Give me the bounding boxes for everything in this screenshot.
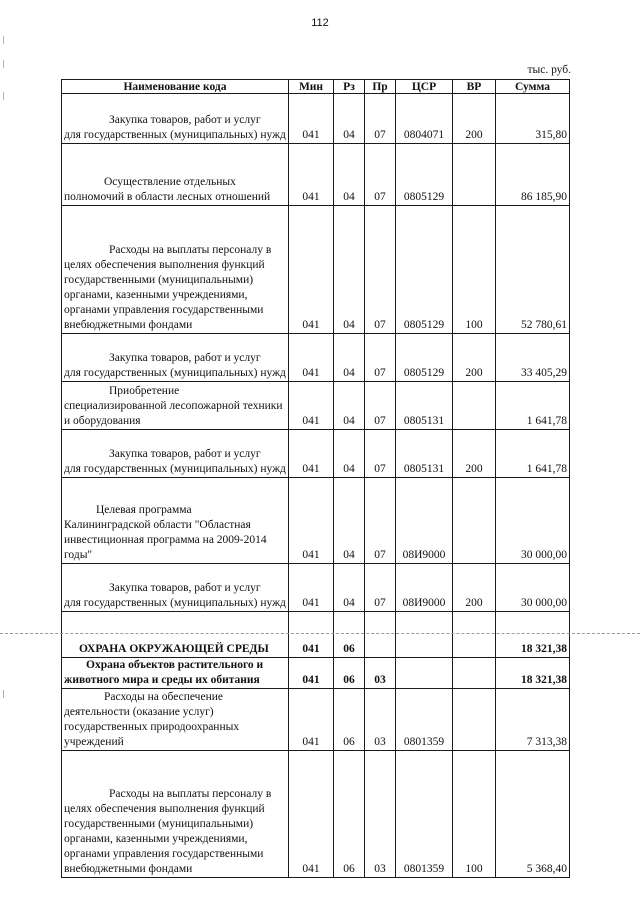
cell-name (62, 206, 289, 334)
cell-name-rest: деятельности (оказание услуг) государственных природоохранных учреждений (64, 706, 240, 748)
cell-name (62, 751, 289, 878)
cell-name-first-line: Закупка товаров, работ и услуг (109, 352, 261, 364)
cell-name-first-line: Целевая программа (96, 504, 192, 516)
units-label: тыс. руб. (527, 64, 571, 76)
cell-name-rest: для государственных (муниципальных) нужд (64, 129, 286, 141)
cell-pr: 07 (365, 334, 396, 382)
cell-sum: 52 780,61 (496, 206, 570, 334)
cell-min: 041 (289, 478, 334, 564)
table-row (62, 564, 570, 612)
cell-min: 041 (289, 658, 334, 689)
cell-name-rest: Калининградской области "Областная инвестиционная программа на 2009-2014 годы" (64, 519, 267, 561)
cell-csr: 0804071 (396, 94, 453, 144)
table-row (62, 658, 570, 689)
cell-min: 041 (289, 564, 334, 612)
cell-name-rest: для государственных (муниципальных) нужд (64, 367, 286, 379)
cell-vr (453, 658, 496, 689)
cell-rz: 04 (334, 94, 365, 144)
cell-name-first-line: ОХРАНА ОКРУЖАЮЩЕЙ СРЕДЫ (79, 643, 269, 655)
cell-sum: 30 000,00 (496, 564, 570, 612)
cell-vr (453, 382, 496, 430)
cell-pr: 07 (365, 382, 396, 430)
cell-min: 041 (289, 612, 334, 658)
cell-pr: 03 (365, 658, 396, 689)
cell-rz: 04 (334, 144, 365, 206)
cell-name-rest: целях обеспечения выполнения функций государственными (муниципальными) органами, казенными учреждениями, органами управления государственными внебюджетными фондами (64, 259, 265, 331)
cell-rz: 04 (334, 478, 365, 564)
cell-pr: 03 (365, 689, 396, 751)
cell-vr: 200 (453, 94, 496, 144)
cell-pr: 07 (365, 564, 396, 612)
cell-csr: 0801359 (396, 689, 453, 751)
cell-rz: 04 (334, 334, 365, 382)
cell-csr: 08И9000 (396, 564, 453, 612)
cell-pr: 07 (365, 430, 396, 478)
cell-name (62, 478, 289, 564)
cell-name-first-line: Расходы на выплаты персоналу в (109, 244, 272, 256)
cell-pr (365, 612, 396, 658)
cell-sum: 315,80 (496, 94, 570, 144)
cell-name-first-line: Закупка товаров, работ и услуг (109, 582, 261, 594)
header-sum: Сумма (496, 80, 570, 94)
cell-csr: 0801359 (396, 751, 453, 878)
table-row (62, 430, 570, 478)
header-min: Мин (289, 80, 334, 94)
cell-min: 041 (289, 334, 334, 382)
cell-name (62, 689, 289, 751)
cell-min: 041 (289, 382, 334, 430)
cell-sum: 30 000,00 (496, 478, 570, 564)
cell-min: 041 (289, 144, 334, 206)
cell-min: 041 (289, 94, 334, 144)
cell-pr: 03 (365, 751, 396, 878)
cell-vr: 200 (453, 564, 496, 612)
cell-sum: 1 641,78 (496, 430, 570, 478)
cell-vr (453, 144, 496, 206)
cell-sum: 7 313,38 (496, 689, 570, 751)
cell-rz: 06 (334, 751, 365, 878)
page-number: 112 (311, 17, 329, 29)
cell-pr: 07 (365, 144, 396, 206)
cell-min: 041 (289, 430, 334, 478)
cell-name-rest: для государственных (муниципальных) нужд (64, 597, 286, 609)
table-row (62, 206, 570, 334)
cell-rz: 04 (334, 382, 365, 430)
table-row (62, 94, 570, 144)
cell-rz: 04 (334, 430, 365, 478)
table-row (62, 612, 570, 658)
cell-name-rest: целях обеспечения выполнения функций государственными (муниципальными) органами, казенными учреждениями, органами управления государственными внебюджетными фондами (64, 803, 265, 875)
cell-vr: 100 (453, 206, 496, 334)
cell-vr: 200 (453, 430, 496, 478)
header-rz: Рз (334, 80, 365, 94)
header-name: Наименование кода (62, 80, 289, 94)
cell-min: 041 (289, 751, 334, 878)
cell-sum: 18 321,38 (496, 612, 570, 658)
scan-mark (3, 60, 4, 68)
table-row (62, 382, 570, 430)
budget-table (61, 79, 570, 878)
cell-vr (453, 478, 496, 564)
cell-name-first-line: Закупка товаров, работ и услуг (109, 448, 261, 460)
cell-sum: 5 368,40 (496, 751, 570, 878)
cell-vr (453, 612, 496, 658)
cell-vr: 200 (453, 334, 496, 382)
cell-name (62, 334, 289, 382)
header-csr: ЦСР (396, 80, 453, 94)
cell-csr: 0805129 (396, 334, 453, 382)
cell-csr: 08И9000 (396, 478, 453, 564)
table-row (62, 478, 570, 564)
cell-name (62, 94, 289, 144)
table-row (62, 689, 570, 751)
header-pr: Пр (365, 80, 396, 94)
table-row (62, 144, 570, 206)
cell-sum: 86 185,90 (496, 144, 570, 206)
cell-csr: 0805131 (396, 430, 453, 478)
scan-mark (3, 690, 4, 698)
table-row (62, 334, 570, 382)
header-vr: ВР (453, 80, 496, 94)
table-header-row (62, 80, 570, 94)
cell-name-rest: животного мира и среды их обитания (64, 674, 260, 686)
cell-rz: 06 (334, 612, 365, 658)
cell-name-first-line: Закупка товаров, работ и услуг (109, 114, 261, 126)
table-row (62, 751, 570, 878)
cell-name-rest: для государственных (муниципальных) нужд (64, 463, 286, 475)
cell-csr (396, 612, 453, 658)
cell-name-rest: специализированной лесопожарной техники и оборудования (64, 400, 283, 427)
cell-sum: 1 641,78 (496, 382, 570, 430)
cell-csr: 0805129 (396, 206, 453, 334)
cell-name (62, 658, 289, 689)
scan-mark (3, 36, 4, 44)
cell-vr: 100 (453, 751, 496, 878)
cell-csr (396, 658, 453, 689)
cell-pr: 07 (365, 94, 396, 144)
cell-pr: 07 (365, 206, 396, 334)
cell-sum: 18 321,38 (496, 658, 570, 689)
cell-name (62, 144, 289, 206)
cell-name (62, 612, 289, 658)
cell-min: 041 (289, 206, 334, 334)
cell-name-rest: полномочий в области лесных отношений (64, 191, 271, 203)
cell-csr: 0805131 (396, 382, 453, 430)
cell-rz: 04 (334, 206, 365, 334)
scan-mark (3, 92, 4, 100)
cell-rz: 06 (334, 658, 365, 689)
cell-rz: 04 (334, 564, 365, 612)
cell-vr (453, 689, 496, 751)
cell-name-first-line: Расходы на обеспечение (104, 691, 223, 703)
cell-name (62, 430, 289, 478)
cell-sum: 33 405,29 (496, 334, 570, 382)
cell-name-first-line: Расходы на выплаты персоналу в (109, 788, 272, 800)
cell-pr: 07 (365, 478, 396, 564)
cell-name-first-line: Охрана объектов растительного и (86, 659, 264, 671)
cell-name (62, 382, 289, 430)
cell-name-first-line: Осуществление отдельных (104, 176, 236, 188)
cell-name (62, 564, 289, 612)
cell-min: 041 (289, 689, 334, 751)
scan-crease-line (0, 633, 640, 634)
cell-rz: 06 (334, 689, 365, 751)
cell-csr: 0805129 (396, 144, 453, 206)
cell-name-first-line: Приобретение (109, 385, 180, 397)
